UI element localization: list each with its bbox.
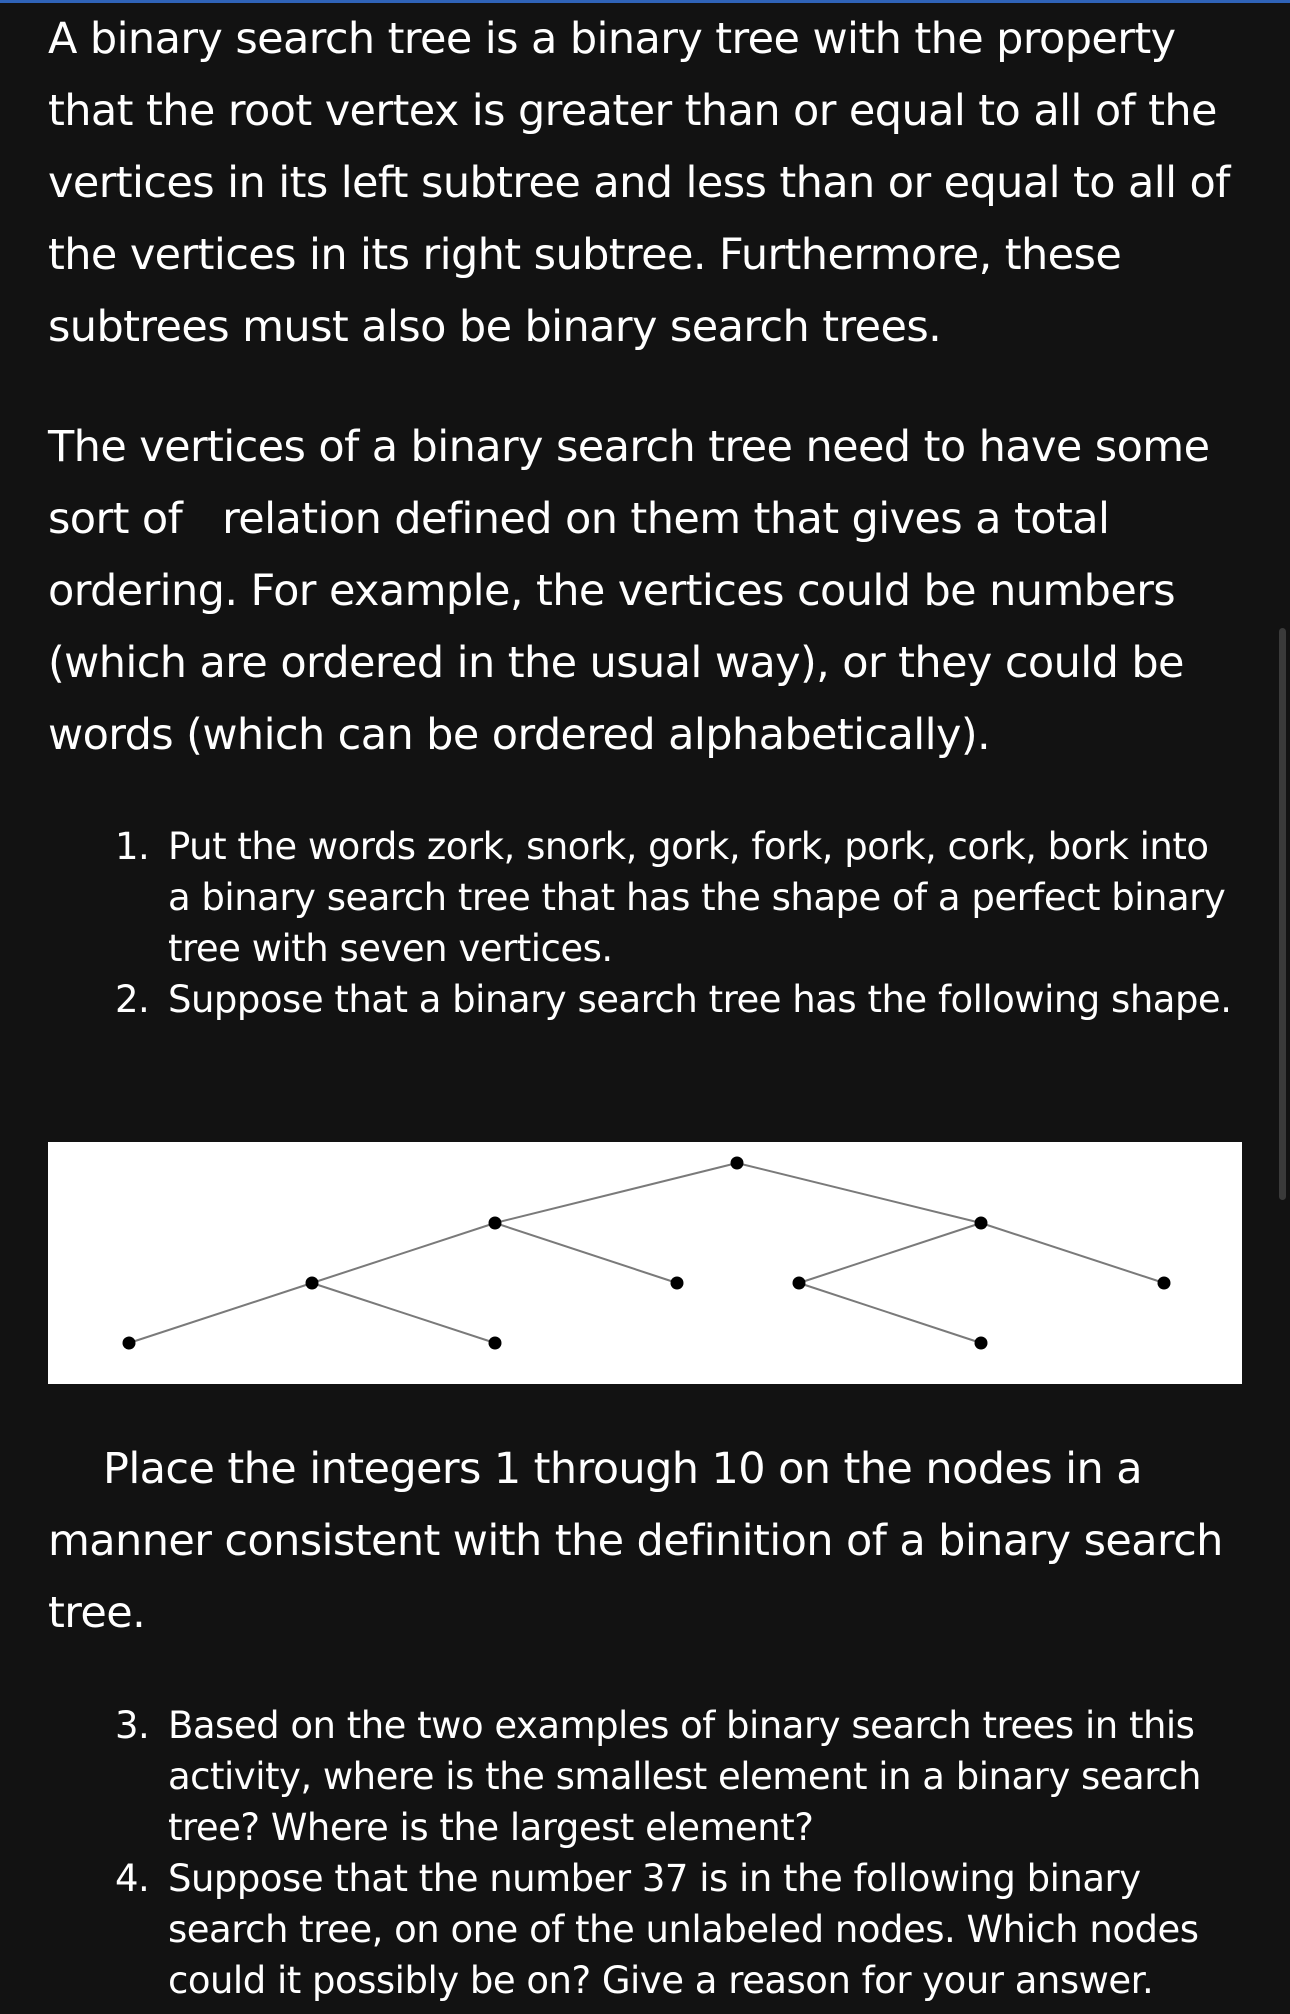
placement-text: Place the integers 1 through 10 on the nodes in a manner consistent with the definition of a binary search tree. xyxy=(48,1444,1223,1638)
tree-edge-RL-RLR xyxy=(799,1283,981,1343)
exercise-list-first xyxy=(0,821,1238,1025)
tree-node-LL xyxy=(306,1277,319,1290)
tree-node-root xyxy=(731,1157,744,1170)
list-item-number: 4. xyxy=(115,1857,150,1900)
intro-paragraph: A binary search tree is a binary tree with the property that the root vertex is greater than or equal to all of the vertices in its left subtree and less than or equal to all of the vertices in its right subtree. Furthermore, these subtrees must also be binary search trees. xyxy=(48,14,1230,352)
binary-tree-diagram xyxy=(48,1142,1242,1384)
tree-edge-LL-LLL xyxy=(129,1283,312,1343)
tree-edge-L-LR xyxy=(495,1223,677,1283)
list-item-text: Suppose that the number 37 is in the following binary search tree, on one of the unlabeled nodes. Which nodes could it possibly be on? Give a reason for your answer. xyxy=(168,1857,1199,2002)
tree-node-RLR xyxy=(975,1337,988,1350)
tree-edge-L-LL xyxy=(312,1223,495,1283)
tree-edge-R-RR xyxy=(981,1223,1164,1283)
list-item-text: Based on the two examples of binary search trees in this activity, where is the smallest element in a binary search tree? Where is the largest element? xyxy=(168,1704,1201,1849)
list-item xyxy=(0,821,1238,974)
list-item xyxy=(0,1853,1238,2006)
list-item-text: Put the words zork, snork, gork, fork, pork, cork, bork into a binary search tree that has the shape of a perfect binary tree with seven vertices. xyxy=(168,825,1226,970)
list-item-number: 3. xyxy=(115,1704,150,1747)
tree-node-LLL xyxy=(123,1337,136,1350)
tree-edge-R-RL xyxy=(799,1223,981,1283)
scrollbar-thumb[interactable] xyxy=(1279,628,1286,1200)
placement-paragraph xyxy=(48,1433,1248,1649)
ordering-text-after: relation defined on them that gives a total ordering. For example, the vertices could be numbers (which are ordered in the usual way), or they could be words (which can be ordered alphabetically). xyxy=(48,494,1184,760)
tree-node-RR xyxy=(1158,1277,1171,1290)
tree-edge-root-R xyxy=(737,1163,981,1223)
ordering-text-before: The vertices of a binary search tree need to have some sort of xyxy=(48,422,1210,544)
list-item xyxy=(0,974,1238,1025)
list-item-number: 2. xyxy=(115,978,150,1021)
binary-tree-figure xyxy=(48,1142,1242,1384)
tree-node-R xyxy=(975,1217,988,1230)
ordering-paragraph xyxy=(48,411,1248,771)
tree-node-LLR xyxy=(489,1337,502,1350)
tree-edge-root-L xyxy=(495,1163,737,1223)
exercise-list-second xyxy=(0,1700,1238,2006)
list-item-text: Suppose that a binary search tree has the following shape. xyxy=(168,978,1232,1021)
tree-node-RL xyxy=(793,1277,806,1290)
list-item xyxy=(0,1700,1238,1853)
tree-edge-LL-LLR xyxy=(312,1283,495,1343)
tree-node-L xyxy=(489,1217,502,1230)
list-item-number: 1. xyxy=(115,825,150,868)
tree-node-LR xyxy=(671,1277,684,1290)
